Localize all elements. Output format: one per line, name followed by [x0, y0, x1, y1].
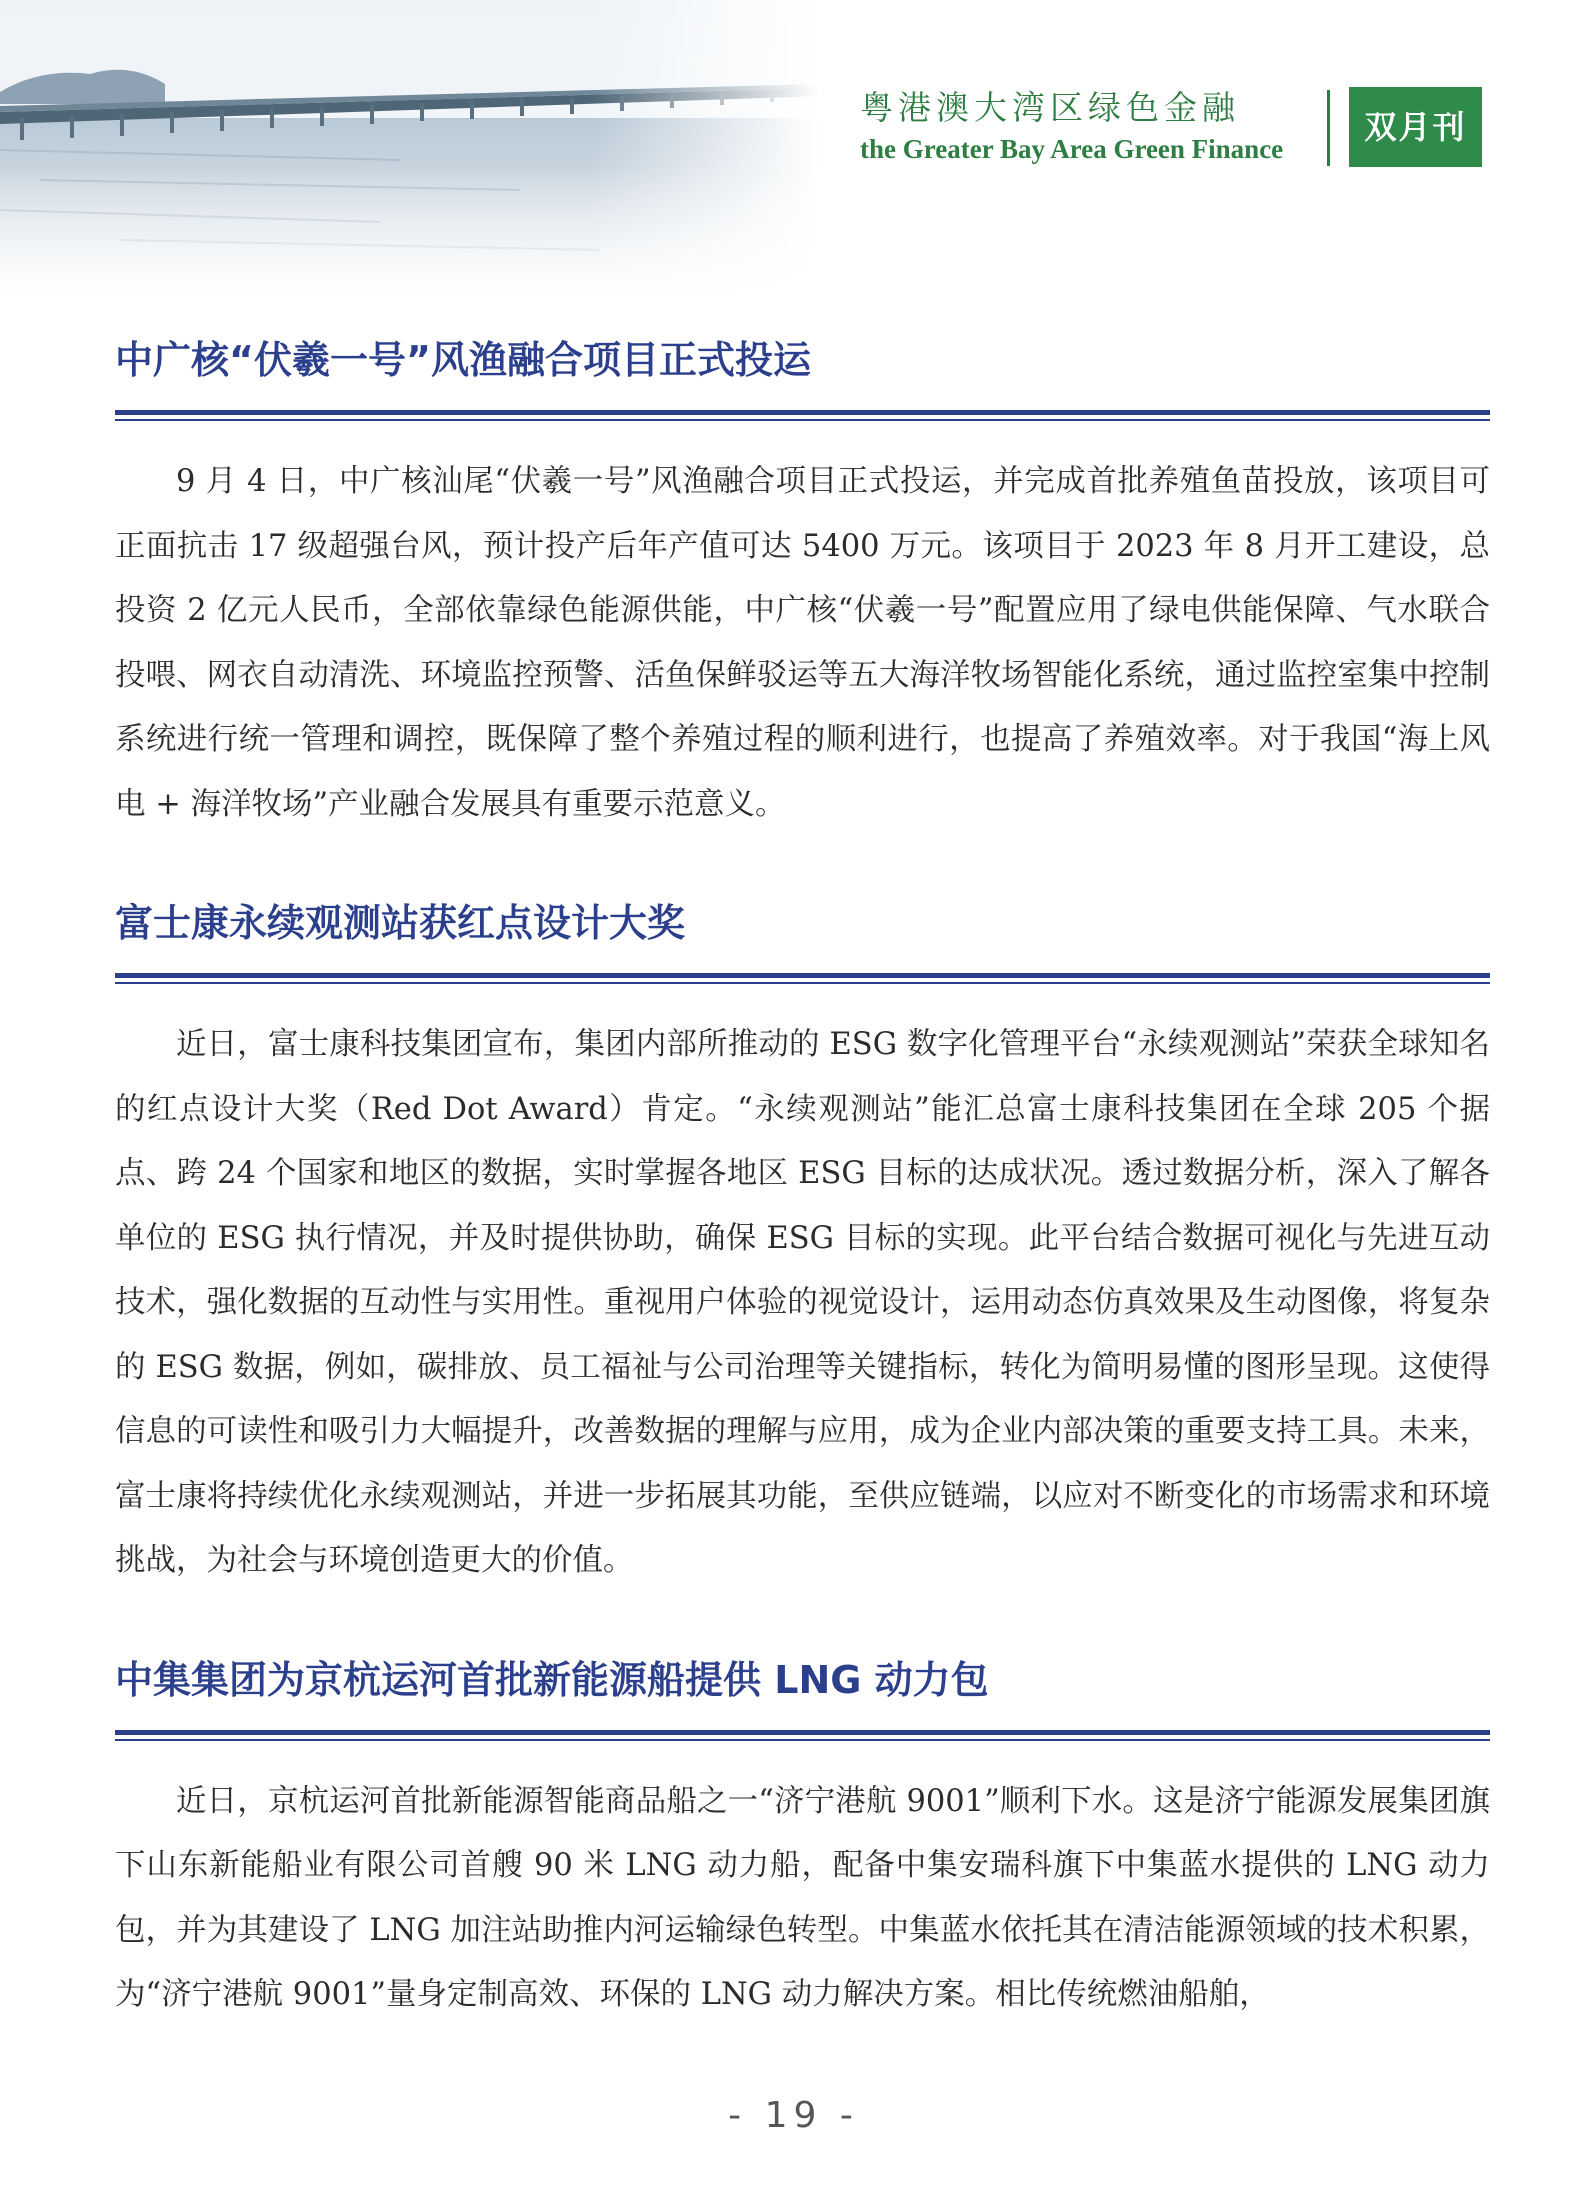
article-title: 富士康永续观测站获红点设计大奖: [115, 901, 686, 945]
bridge-illustration: [0, 0, 820, 300]
masthead-english-title: the Greater Bay Area Green Finance: [860, 134, 1284, 164]
bimonthly-badge: 双月刊: [1349, 87, 1482, 167]
article-body: 近日，富士康科技集团宣布，集团内部所推动的 ESG 数字化管理平台“永续观测站”荣获全球知名的红点设计大奖（Red Dot Award）肯定。“永续观测站”能汇总富士康科技集团在全球 205 个据点、跨 24 个国家和地区的数据，实时掌握各地区 ESG 目标的达成状况。透过数据分析，深入了解各单位的 ESG 执行情况，并及时提供协助，确保 ESG 目标的实现。此平台结合数据可视化与先进互动技术，强化数据的互动性与实用性。重视用户体验的视觉设计，运用动态仿真效果及生动图像，将复杂的 ESG 数据，例如，碳排放、员工福祉与公司治理等关键指标，转化为简明易懂的图形呈现。这使得信息的可读性和吸引力大幅提升，改善数据的理解与应用，成为企业内部决策的重要支持工具。未来，富士康将持续优化永续观测站，并进一步拓展其功能，至供应链端，以应对不断变化的市场需求和环境挑战，为社会与环境创造更大的价值。: [115, 1027, 1490, 1578]
page-number: - 19 -: [728, 2095, 859, 2136]
article-cgn-fuxi: [115, 330, 1490, 837]
masthead: [855, 82, 1495, 172]
article-body: 9 月 4 日，中广核汕尾“伏羲一号”风渔融合项目正式投运，并完成首批养殖鱼苗投放，该项目可正面抗击 17 级超强台风，预计投产后年产值可达 5400 万元。该项目于 2023 年 8 月开工建设，总投资 2 亿元人民币，全部依靠绿色能源供能，中广核“伏羲一号”配置应用了绿电供能保障、气水联合投喂、网衣自动清洗、环境监控预警、活鱼保鲜驳运等五大海洋牧场智能化系统，通过监控室集中控制系统进行统一管理和调控，既保障了整个养殖过程的顺利进行，也提高了养殖效率。对于我国“海上风电 + 海洋牧场”产业融合发展具有重要示范意义。: [115, 464, 1490, 822]
title-rule: [115, 1730, 1490, 1742]
article-title: 中广核“伏羲一号”风渔融合项目正式投运: [115, 338, 811, 382]
title-rule: [115, 973, 1490, 985]
title-rule: [115, 410, 1490, 422]
content: [115, 330, 1490, 2028]
article-foxconn-esg: [115, 893, 1490, 1594]
masthead-divider: [1327, 90, 1330, 166]
article-title: 中集集团为京杭运河首批新能源船提供 LNG 动力包: [115, 1657, 989, 1702]
header-banner-photo: [0, 0, 820, 300]
article-cimc-lng: [115, 1650, 1490, 2028]
article-body: 近日，京杭运河首批新能源智能商品船之一“济宁港航 9001”顺利下水。这是济宁能源发展集团旗下山东新能船业有限公司首艘 90 米 LNG 动力船，配备中集安瑞科旗下中集蓝水提供的 LNG 动力包，并为其建设了 LNG 加注站助推内河运输绿色转型。中集蓝水依托其在清洁能源领域的技术积累，为“济宁港航 9001”量身定制高效、环保的 LNG 动力解决方案。相比传统燃油船舶，: [115, 1783, 1490, 2012]
masthead-chinese-title: 粤港澳大湾区绿色金融: [860, 88, 1240, 127]
